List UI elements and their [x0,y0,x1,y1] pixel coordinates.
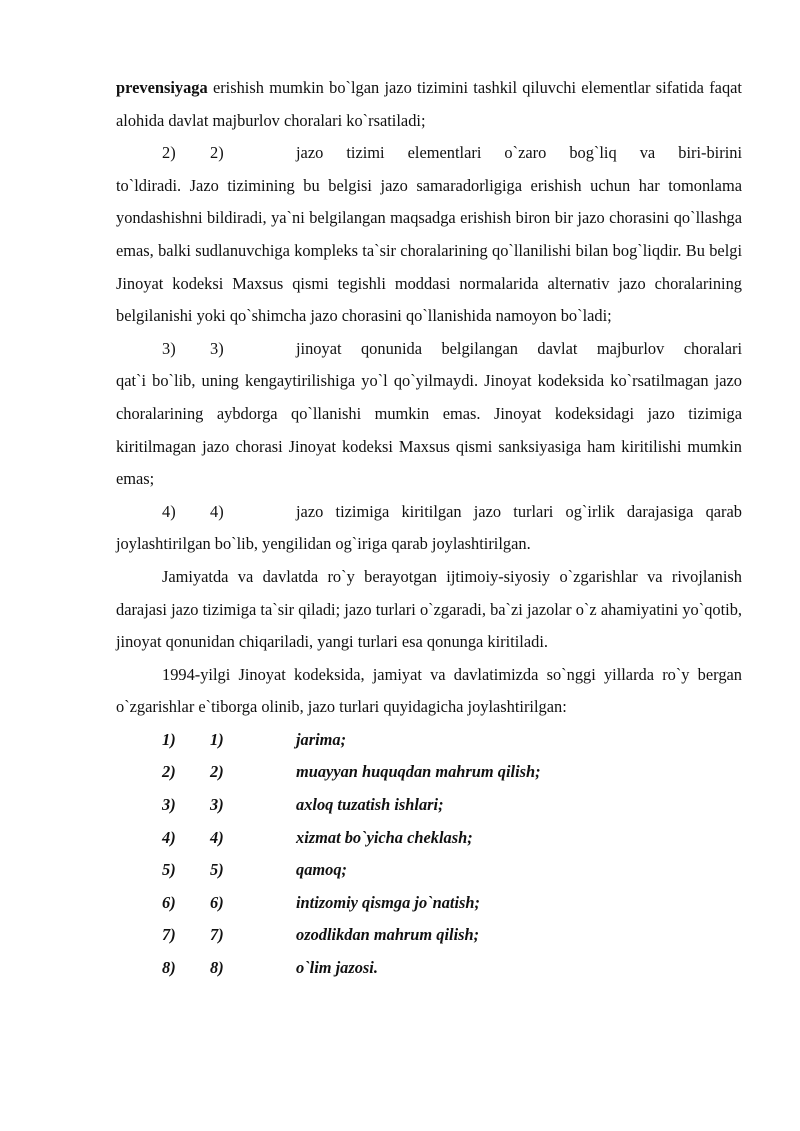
intro-paragraph [116,72,742,137]
item-number-repeat: 4) [210,501,224,521]
punishment-item [116,919,742,952]
item-first-line: jazo tizimi elementlari o`zaro bog`liq va biri-birini [296,143,742,163]
punishment-text: o`lim jazosi. [296,958,378,978]
punishment-number-repeat: 3) [210,795,224,815]
punishment-item [116,756,742,789]
punishment-number-repeat: 1) [210,729,224,749]
punishment-text: ozodlikdan mahrum qilish; [296,925,480,945]
punishment-text: xizmat bo`yicha cheklash; [296,827,473,847]
page-content [116,72,742,985]
punishment-item [116,887,742,920]
punishment-number-repeat: 6) [210,892,224,912]
punishment-number-repeat: 7) [210,925,224,945]
item-number: 4) [162,501,176,521]
item-number-repeat: 3) [210,338,224,358]
punishment-number: 4) [162,827,176,847]
punishment-number: 2) [162,762,176,782]
item-first-line: jazo tizimiga kiritilgan jazo turlari og`irlik darajasiga qarab [296,501,742,521]
intro-bold-term: prevensiyaga [116,78,208,97]
list-item-2 [116,137,742,333]
item-number-repeat: 2) [210,143,224,163]
punishment-item [116,789,742,822]
punishment-text: jarima; [296,729,347,749]
punishment-number: 3) [162,795,176,815]
list-item-4 [116,496,742,561]
punishment-number-repeat: 8) [210,958,224,978]
item-number: 3) [162,338,176,358]
punishment-number-repeat: 5) [210,860,224,880]
punishment-number-repeat: 4) [210,827,224,847]
punishment-text: qamoq; [296,860,347,880]
punishment-number: 6) [162,892,176,912]
item-body: joylashtirilgan bo`lib, yengilidan og`iriga qarab joylashtirilgan. [116,534,531,554]
punishment-number: 7) [162,925,176,945]
punishment-list [116,724,742,985]
item-body: to`ldiradi. Jazo tizimining bu belgisi jazo samaradorligiga erishish uchun har tomonlama yondashishni bildiradi, ya`ni belgilangan maqsadga erishish biron bir jazo chorasini qo`llashga emas, balki sudlanuvchiga kompleks ta`sir choralarining qo`llanilishi bilan bog`liqdir. Bu belgi Jinoyat kodeksi Maxsus qismi tegishli moddasi normalarida alternativ jazo choralarining belgilanishi yoki qo`shimcha jazo chorasini qo`llanishida namoyon bo`ladi; [116,175,742,326]
punishment-text: axloq tuzatish ishlari; [296,795,444,815]
item-first-line: jinoyat qonunida belgilangan davlat majburlov choralari [296,338,742,358]
item-body: qat`i bo`lib, uning kengaytirilishiga yo`l qo`yilmaydi. Jinoyat kodeksida ko`rsatilmagan jazo choralarining aybdorga qo`llanishi mumkin emas. Jinoyat kodeksidagi jazo tizimiga kiritilmagan jazo chorasi Jinoyat kodeksi Maxsus qismi sanksiyasiga ham kiritilishi mumkin emas; [116,371,742,489]
code-1994-paragraph: 1994-yilgi Jinoyat kodeksida, jamiyat va davlatimizda so`nggi yillarda ro`y bergan o`zgarishlar e`tiborga olinib, jazo turlari quyidagicha joylashtirilgan: [116,664,742,717]
list-item-3 [116,333,742,496]
punishment-item [116,822,742,855]
punishment-text: intizomiy qismga jo`natish; [296,892,480,912]
punishment-number: 8) [162,958,176,978]
punishment-item [116,952,742,985]
punishment-item [116,724,742,757]
punishment-text: muayyan huquqdan mahrum qilish; [296,762,541,782]
punishment-item [116,854,742,887]
society-paragraph: Jamiyatda va davlatda ro`y berayotgan ijtimoiy-siyosiy o`zgarishlar va rivojlanish darajasi jazo tizimiga ta`sir qiladi; jazo turlari o`zgaradi, ba`zi jazolar o`z ahamiyatini yo`qotib, jinoyat qonunidan chiqariladi, yangi turlari esa qonunga kiritiladi. [116,566,742,652]
item-number: 2) [162,143,176,163]
punishment-number: 5) [162,860,176,880]
punishment-number-repeat: 2) [210,762,224,782]
intro-text: erishish mumkin bo`lgan jazo tizimini tashkil qiluvchi elementlar sifatida faqat alohida davlat majburlov choralari ko`rsatiladi; [116,78,742,130]
punishment-number: 1) [162,729,176,749]
